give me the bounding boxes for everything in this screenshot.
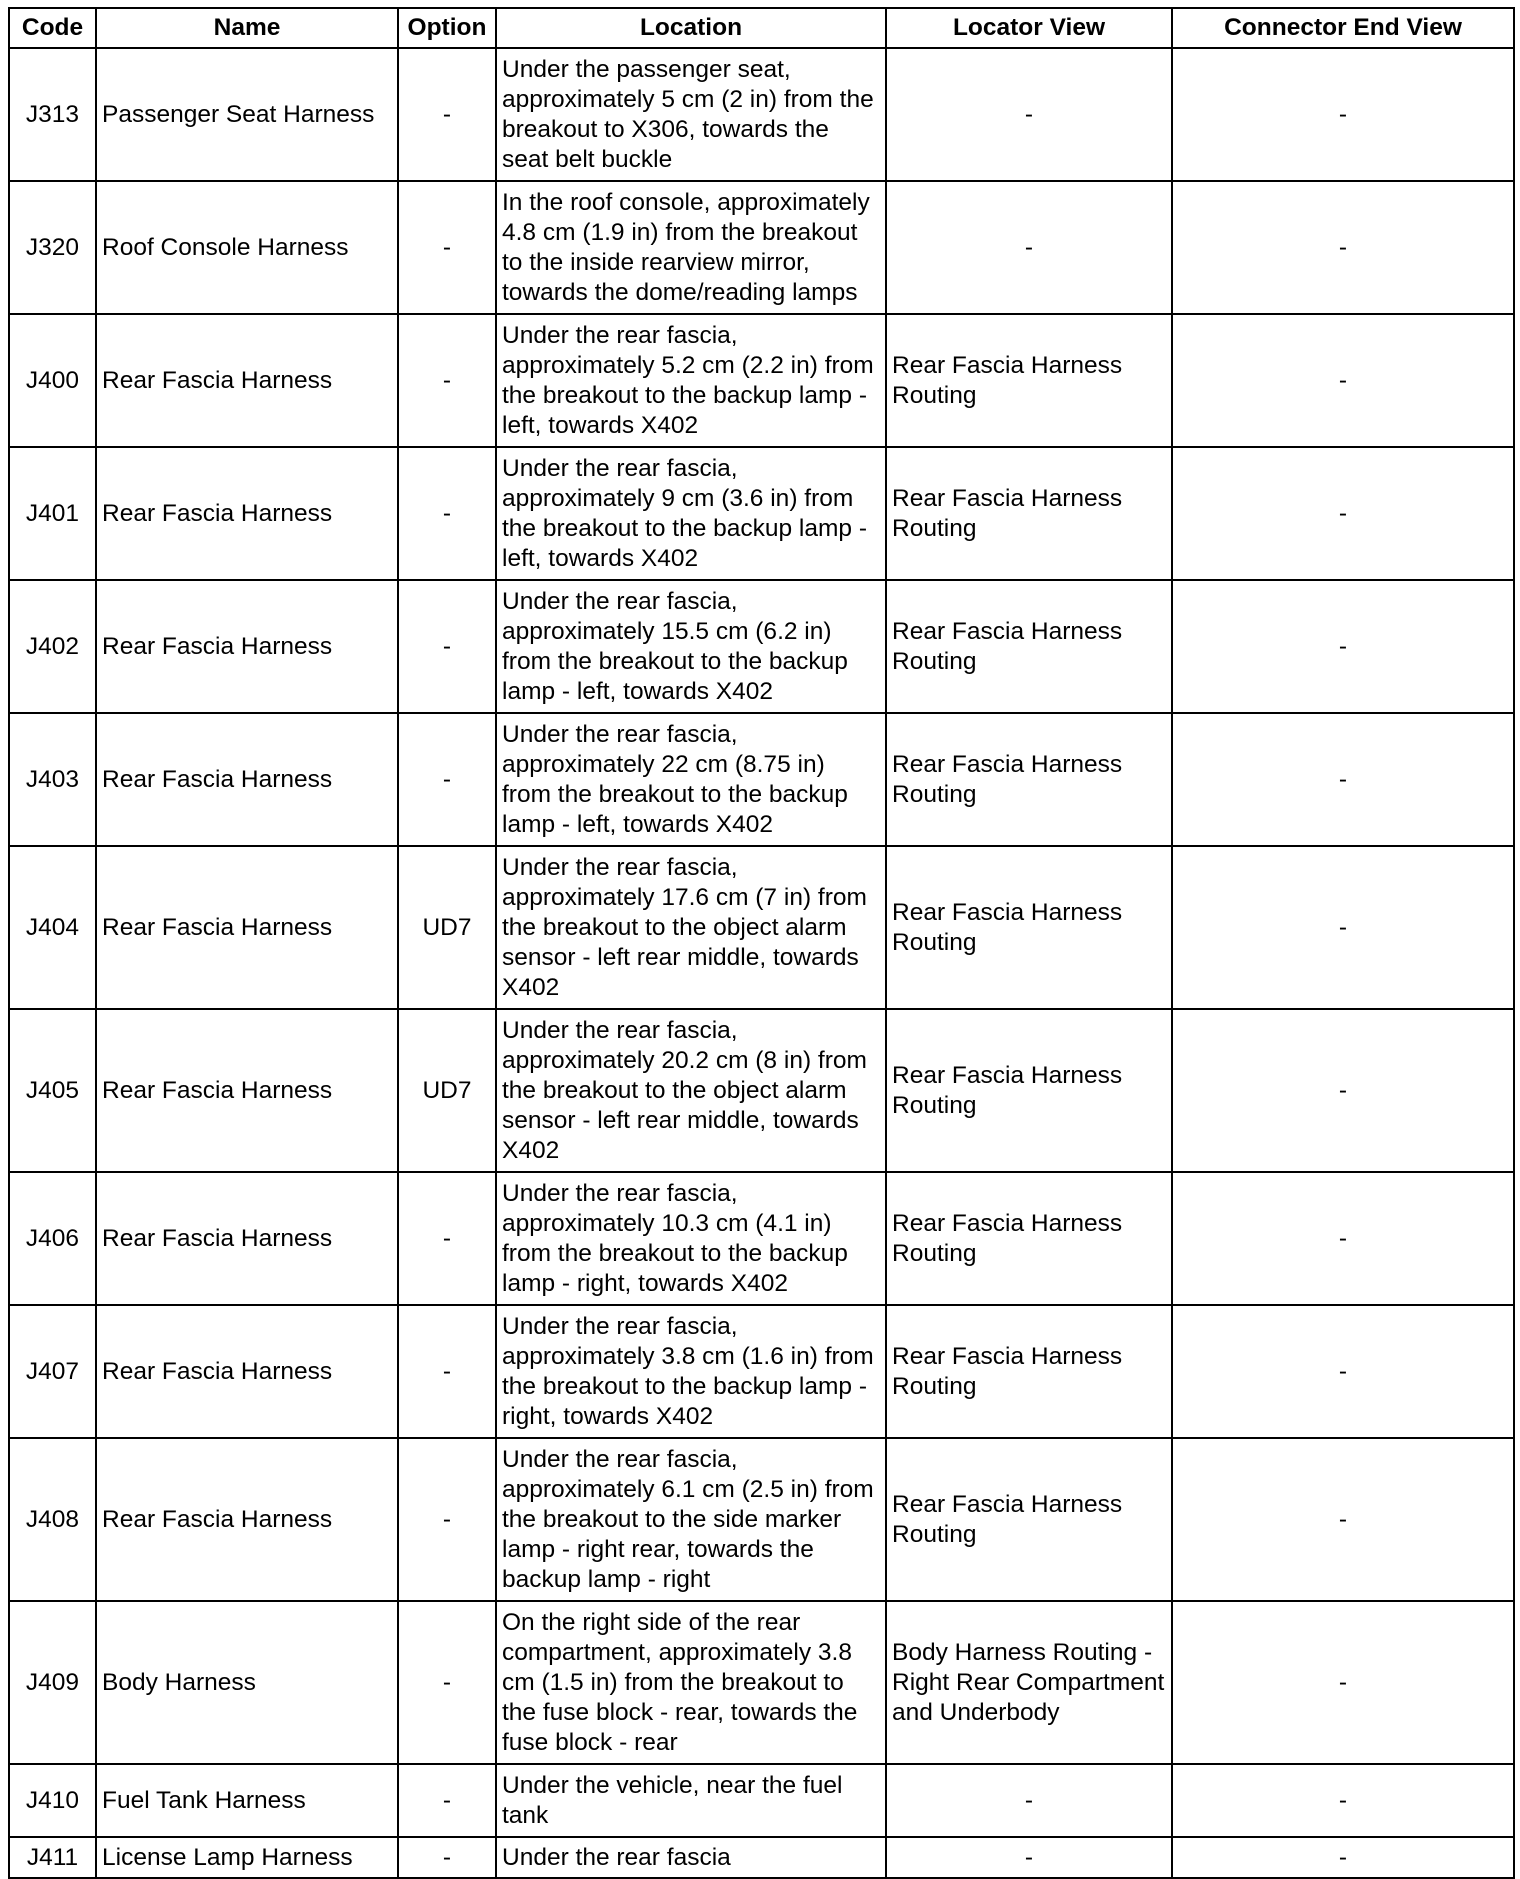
cell-option: -: [398, 314, 496, 447]
cell-name: Rear Fascia Harness: [96, 846, 398, 1009]
cell-code: J402: [9, 580, 96, 713]
cell-option: -: [398, 1601, 496, 1764]
table-row: [9, 1837, 1514, 1878]
header-option: Option: [398, 8, 496, 48]
cell-name: Roof Console Harness: [96, 181, 398, 314]
cell-code: J403: [9, 713, 96, 846]
cell-code: J400: [9, 314, 96, 447]
cell-connector-end-view: -: [1172, 1305, 1514, 1438]
cell-location: Under the rear fascia, approximately 17.6 cm (7 in) from the breakout to the object alarm sensor - left rear middle, towards X402: [496, 846, 886, 1009]
cell-option: UD7: [398, 1009, 496, 1172]
cell-code: J410: [9, 1764, 96, 1837]
table-row: [9, 1601, 1514, 1764]
cell-locator-view: Rear Fascia Harness Routing: [886, 1438, 1172, 1601]
cell-connector-end-view: -: [1172, 447, 1514, 580]
table-row: [9, 1305, 1514, 1438]
cell-connector-end-view: -: [1172, 181, 1514, 314]
table-row: [9, 580, 1514, 713]
cell-locator-view: Rear Fascia Harness Routing: [886, 580, 1172, 713]
cell-code: J407: [9, 1305, 96, 1438]
cell-locator-view: -: [886, 48, 1172, 181]
cell-code: J411: [9, 1837, 96, 1878]
cell-location: In the roof console, approximately 4.8 cm (1.9 in) from the breakout to the inside rearview mirror, towards the dome/reading lamps: [496, 181, 886, 314]
table-row: [9, 1172, 1514, 1305]
cell-connector-end-view: -: [1172, 580, 1514, 713]
header-connector-end-view: Connector End View: [1172, 8, 1514, 48]
cell-connector-end-view: -: [1172, 1172, 1514, 1305]
cell-name: Rear Fascia Harness: [96, 447, 398, 580]
cell-locator-view: Body Harness Routing - Right Rear Compartment and Underbody: [886, 1601, 1172, 1764]
cell-connector-end-view: -: [1172, 713, 1514, 846]
cell-option: UD7: [398, 846, 496, 1009]
cell-connector-end-view: -: [1172, 1009, 1514, 1172]
header-code: Code: [9, 8, 96, 48]
cell-name: License Lamp Harness: [96, 1837, 398, 1878]
cell-locator-view: -: [886, 1764, 1172, 1837]
table-row: [9, 1009, 1514, 1172]
cell-name: Rear Fascia Harness: [96, 580, 398, 713]
cell-location: Under the rear fascia, approximately 15.5 cm (6.2 in) from the breakout to the backup lamp - left, towards X402: [496, 580, 886, 713]
cell-name: Rear Fascia Harness: [96, 314, 398, 447]
cell-name: Rear Fascia Harness: [96, 1009, 398, 1172]
cell-location: Under the rear fascia, approximately 9 cm (3.6 in) from the breakout to the backup lamp - left, towards X402: [496, 447, 886, 580]
cell-connector-end-view: -: [1172, 1764, 1514, 1837]
cell-name: Rear Fascia Harness: [96, 713, 398, 846]
cell-code: J406: [9, 1172, 96, 1305]
cell-option: -: [398, 580, 496, 713]
cell-option: -: [398, 1438, 496, 1601]
cell-option: -: [398, 447, 496, 580]
cell-connector-end-view: -: [1172, 1438, 1514, 1601]
cell-locator-view: Rear Fascia Harness Routing: [886, 447, 1172, 580]
cell-location: Under the rear fascia, approximately 5.2 cm (2.2 in) from the breakout to the backup lamp - left, towards X402: [496, 314, 886, 447]
cell-name: Rear Fascia Harness: [96, 1438, 398, 1601]
cell-code: J404: [9, 846, 96, 1009]
cell-location: Under the rear fascia: [496, 1837, 886, 1878]
cell-locator-view: Rear Fascia Harness Routing: [886, 846, 1172, 1009]
table-row: [9, 1438, 1514, 1601]
cell-location: Under the vehicle, near the fuel tank: [496, 1764, 886, 1837]
cell-code: J409: [9, 1601, 96, 1764]
table-row: [9, 181, 1514, 314]
cell-connector-end-view: -: [1172, 48, 1514, 181]
cell-location: Under the passenger seat, approximately 5 cm (2 in) from the breakout to X306, towards the seat belt buckle: [496, 48, 886, 181]
cell-name: Body Harness: [96, 1601, 398, 1764]
table-row: [9, 314, 1514, 447]
cell-name: Passenger Seat Harness: [96, 48, 398, 181]
cell-code: J401: [9, 447, 96, 580]
cell-location: Under the rear fascia, approximately 3.8 cm (1.6 in) from the breakout to the backup lamp - right, towards X402: [496, 1305, 886, 1438]
cell-code: J405: [9, 1009, 96, 1172]
cell-locator-view: Rear Fascia Harness Routing: [886, 314, 1172, 447]
table-row: [9, 447, 1514, 580]
harness-table: [8, 7, 1515, 1879]
table-row: [9, 1764, 1514, 1837]
cell-connector-end-view: -: [1172, 1837, 1514, 1878]
cell-option: -: [398, 1837, 496, 1878]
cell-locator-view: -: [886, 181, 1172, 314]
cell-option: -: [398, 1764, 496, 1837]
cell-code: J408: [9, 1438, 96, 1601]
header-location: Location: [496, 8, 886, 48]
cell-connector-end-view: -: [1172, 846, 1514, 1009]
cell-option: -: [398, 1172, 496, 1305]
cell-connector-end-view: -: [1172, 314, 1514, 447]
cell-location: Under the rear fascia, approximately 20.2 cm (8 in) from the breakout to the object alarm sensor - left rear middle, towards X402: [496, 1009, 886, 1172]
cell-option: -: [398, 181, 496, 314]
cell-location: Under the rear fascia, approximately 10.3 cm (4.1 in) from the breakout to the backup lamp - right, towards X402: [496, 1172, 886, 1305]
table-row: [9, 48, 1514, 181]
header-locator-view: Locator View: [886, 8, 1172, 48]
cell-name: Fuel Tank Harness: [96, 1764, 398, 1837]
cell-locator-view: Rear Fascia Harness Routing: [886, 1009, 1172, 1172]
cell-location: On the right side of the rear compartment, approximately 3.8 cm (1.5 in) from the breakout to the fuse block - rear, towards the fuse block - rear: [496, 1601, 886, 1764]
cell-name: Rear Fascia Harness: [96, 1172, 398, 1305]
cell-locator-view: Rear Fascia Harness Routing: [886, 1172, 1172, 1305]
header-name: Name: [96, 8, 398, 48]
cell-code: J313: [9, 48, 96, 181]
cell-locator-view: -: [886, 1837, 1172, 1878]
cell-option: -: [398, 48, 496, 181]
table-row: [9, 713, 1514, 846]
cell-code: J320: [9, 181, 96, 314]
cell-location: Under the rear fascia, approximately 6.1 cm (2.5 in) from the breakout to the side marker lamp - right rear, towards the backup lamp - right: [496, 1438, 886, 1601]
cell-locator-view: Rear Fascia Harness Routing: [886, 713, 1172, 846]
table-row: [9, 846, 1514, 1009]
cell-connector-end-view: -: [1172, 1601, 1514, 1764]
cell-name: Rear Fascia Harness: [96, 1305, 398, 1438]
cell-location: Under the rear fascia, approximately 22 cm (8.75 in) from the breakout to the backup lamp - left, towards X402: [496, 713, 886, 846]
cell-option: -: [398, 713, 496, 846]
header-row: [9, 8, 1514, 48]
cell-option: -: [398, 1305, 496, 1438]
cell-locator-view: Rear Fascia Harness Routing: [886, 1305, 1172, 1438]
